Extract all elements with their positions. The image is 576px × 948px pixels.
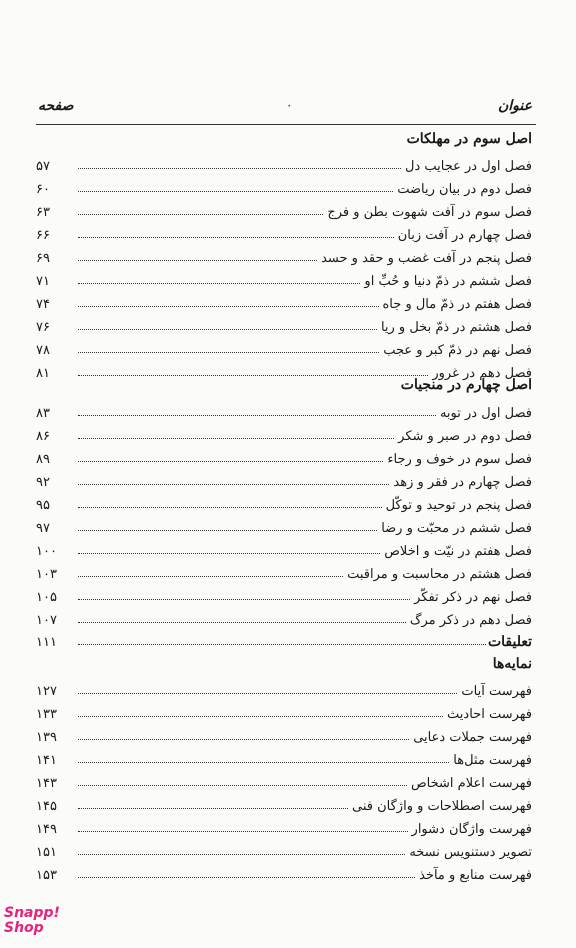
entry-page-number: ۷۱ (36, 274, 50, 289)
leader-dots (78, 761, 449, 763)
entry-page-number: ۶۳ (36, 205, 50, 220)
leader-dots (78, 575, 343, 577)
header-dot: ٠ (286, 98, 293, 112)
toc-entry (36, 290, 532, 312)
entry-title: فصل دوم در بیان ریاضت (397, 182, 532, 197)
entry-page-number: ۷۴ (36, 297, 50, 312)
index-entry (36, 792, 532, 814)
entry-title: فصل نهم در ذمّ کبر و عجب (383, 343, 532, 358)
header-title: عنوان (498, 98, 532, 114)
section-heading: اصل سوم در مهلکات (406, 131, 532, 147)
entry-page-number: ۱۴۹ (36, 822, 57, 837)
leader-dots (78, 644, 486, 645)
leader-dots (78, 692, 457, 694)
leader-dots (78, 328, 377, 330)
leader-dots (78, 167, 401, 169)
toc-entry (36, 399, 532, 421)
toc-entry (36, 861, 532, 883)
entry-page-number: ۱۰۵ (36, 590, 57, 605)
entry-title: فصل چهارم در فقر و زهد (393, 475, 532, 490)
section-heading: اصل چهارم در منجیات (400, 377, 532, 393)
toc-entry (36, 221, 532, 243)
entry-page-number: ۶۹ (36, 251, 50, 266)
entry-title: فصل هشتم در ذمّ بخل و ریا (380, 320, 532, 335)
entry-title: فهرست آیات (461, 684, 532, 699)
entry-title: فصل اول در عجایب دل (405, 159, 532, 174)
entry-title: فصل سوم در خوف و رجاء (387, 452, 532, 467)
entry-page-number: ۶۰ (36, 182, 50, 197)
toc-entry (36, 175, 532, 197)
toc-entry (36, 244, 532, 266)
leader-dots (78, 807, 348, 809)
entry-page-number: ۷۶ (36, 320, 50, 335)
leader-dots (78, 351, 379, 353)
entry-title: فهرست جملات دعایی (413, 730, 532, 745)
toc-entry (36, 198, 532, 220)
header-page-label: صفحه (38, 98, 74, 114)
leader-dots (78, 213, 323, 215)
leader-dots (78, 236, 394, 238)
entry-title: فهرست واژگان دشوار (411, 822, 532, 837)
entry-page-number: ۱۰۰ (36, 544, 57, 559)
leader-dots (78, 374, 428, 376)
leader-dots (78, 437, 394, 439)
watermark-line-2: Shop (4, 920, 44, 936)
toc-entry (36, 537, 532, 559)
toc-entry (36, 491, 532, 513)
toc-entry (36, 422, 532, 444)
entry-title: فهرست احادیث (447, 707, 532, 722)
leader-dots (78, 460, 383, 462)
leader-dots (78, 876, 415, 878)
entry-page-number: ۱۳۳ (36, 707, 57, 722)
leader-dots (78, 738, 409, 740)
entry-page-number: ۸۶ (36, 429, 50, 444)
leader-dots (78, 784, 407, 786)
leader-dots (78, 621, 406, 623)
leader-dots (78, 552, 380, 554)
leader-dots (78, 483, 389, 485)
index-entry (36, 815, 532, 837)
entry-page-number: ۱۴۳ (36, 776, 57, 791)
index-entry (36, 677, 532, 699)
indexes-heading: نمایه‌ها (492, 656, 532, 672)
toc-entry (36, 606, 532, 628)
entry-title: فهرست مثل‌ها (453, 753, 532, 768)
toc-entry (36, 583, 532, 605)
entry-page-number: ۱۵۱ (36, 845, 57, 860)
index-entry (36, 700, 532, 722)
entry-title: فهرست منابع و مآخذ (419, 868, 532, 883)
toc-entry (36, 267, 532, 289)
entry-title: فصل ششم در ذمّ دنیا و حُبِّ او (364, 274, 532, 289)
entry-page-number: ۱۵۳ (36, 868, 57, 883)
toc-entry (36, 152, 532, 174)
entry-title: فصل چهارم در آفت زبان (397, 228, 532, 243)
leader-dots (78, 282, 360, 284)
entry-page-number: ۸۹ (36, 452, 50, 467)
notes-page-number: ۱۱۱ (36, 635, 57, 650)
entry-page-number: ۵۷ (36, 159, 50, 174)
entry-page-number: ۸۳ (36, 406, 50, 421)
index-entry (36, 746, 532, 768)
leader-dots (78, 529, 377, 531)
entry-title: فصل پنجم در آفت غضب و حقد و حسد (321, 251, 532, 266)
entry-title: فهرست اعلام اشخاص (410, 776, 532, 791)
entry-title: فصل دهم در ذکر مرگ (409, 613, 532, 628)
toc-entry (36, 468, 532, 490)
entry-title: فهرست اصطلاحات و واژگان فنی (352, 799, 532, 814)
entry-title: فصل اول در توبه (439, 406, 532, 421)
leader-dots (78, 259, 317, 261)
entry-title: فصل دوم در صبر و شکر (398, 429, 532, 444)
entry-title: فصل پنجم در توحید و توکّل (385, 498, 532, 513)
entry-page-number: ۷۸ (36, 343, 50, 358)
leader-dots (78, 305, 379, 307)
watermark-line-1: Snapp! (4, 905, 60, 921)
entry-page-number: ۱۲۷ (36, 684, 57, 699)
notes-row (36, 628, 532, 650)
entry-page-number: ۶۶ (36, 228, 50, 243)
entry-title: فصل هفتم در نیّت و اخلاص (384, 544, 532, 559)
leader-dots (78, 715, 443, 717)
toc-entry (36, 514, 532, 536)
entry-page-number: ۱۴۱ (36, 753, 57, 768)
entry-page-number: ۱۰۳ (36, 567, 57, 582)
entry-title: فصل هفتم در ذمّ مال و جاه (382, 297, 532, 312)
entry-page-number: ۸۱ (36, 366, 50, 381)
leader-dots (78, 598, 410, 600)
index-entry (36, 723, 532, 745)
entry-page-number: ۱۴۵ (36, 799, 57, 814)
entry-title: فصل نهم در ذکر تفکّر (414, 590, 532, 605)
notes-title: تعلیقات (487, 634, 532, 650)
entry-page-number: ۹۲ (36, 475, 50, 490)
watermark-logo (4, 906, 60, 936)
index-entry (36, 769, 532, 791)
entry-title: فصل دهم در غرور (432, 366, 532, 381)
leader-dots (78, 853, 405, 855)
toc-entry (36, 560, 532, 582)
entry-title: تصویر دستنویس نسخه (409, 845, 532, 860)
leader-dots (78, 506, 382, 508)
toc-entry (36, 445, 532, 467)
leader-dots (78, 414, 436, 416)
entry-page-number: ۱۳۹ (36, 730, 57, 745)
entry-title: فصل ششم در محبّت و رضا (381, 521, 532, 536)
toc-entry (36, 838, 532, 860)
entry-title: فصل هشتم در محاسبت و مراقبت (347, 567, 532, 582)
leader-dots (78, 190, 393, 192)
leader-dots (78, 830, 408, 832)
entry-page-number: ۹۷ (36, 521, 50, 536)
entry-page-number: ۱۰۷ (36, 613, 57, 628)
toc-entry (36, 313, 532, 335)
toc-entry (36, 336, 532, 358)
entry-page-number: ۹۵ (36, 498, 50, 513)
entry-title: فصل سوم در آفت شهوت بطن و فرج (327, 205, 532, 220)
